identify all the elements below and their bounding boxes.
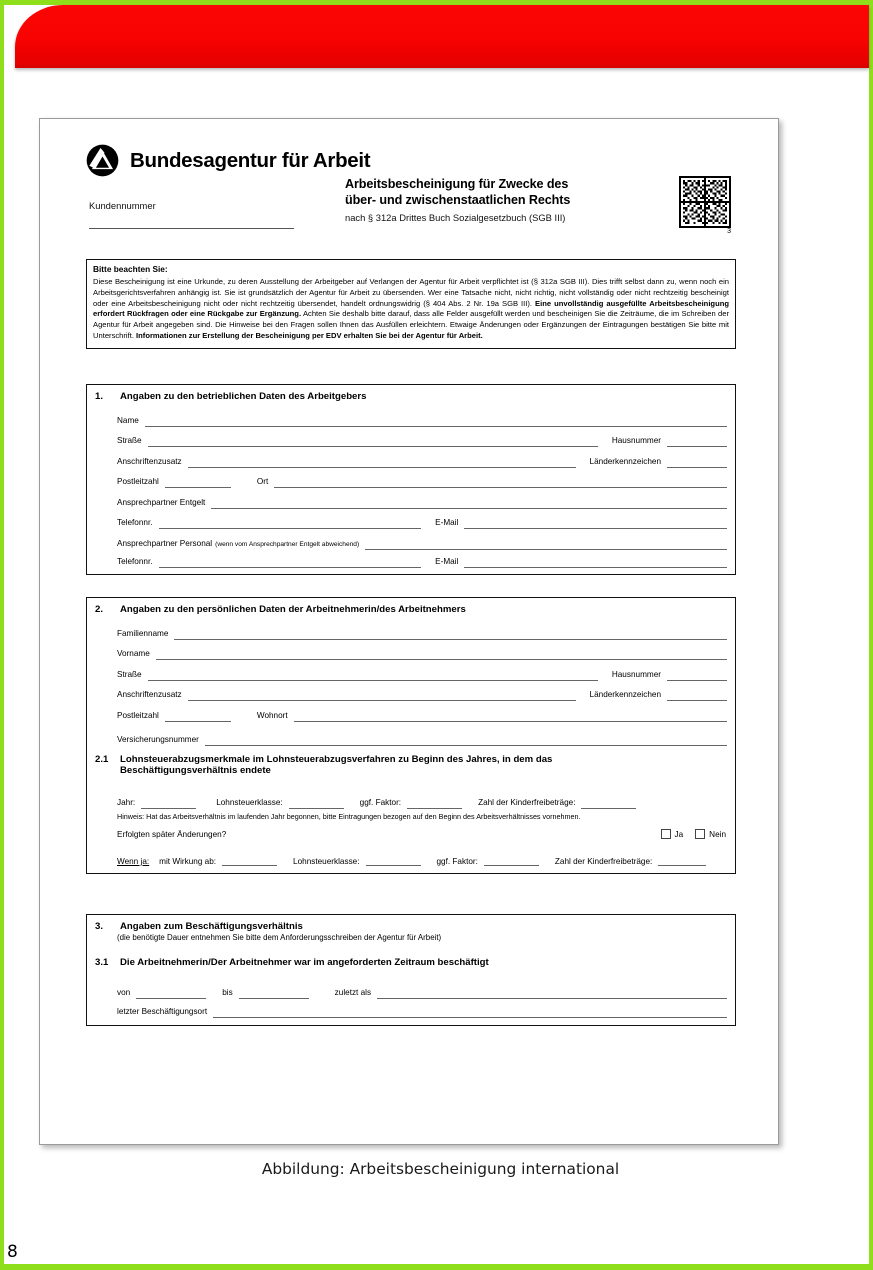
field-row-beschaeftigungsort (87, 999, 735, 1025)
input-jahr[interactable] (141, 808, 196, 809)
document-sheet (39, 118, 779, 1145)
label-ansprechpartner-entgelt: Ansprechpartner Entgelt (117, 497, 206, 507)
input-faktor-2[interactable] (484, 865, 539, 866)
section-3-number: 3. (95, 921, 104, 932)
input-anschriftenzusatz-2[interactable] (188, 700, 576, 701)
field-row-von-bis (87, 978, 735, 999)
label-anschriftenzusatz-2: Anschriftenzusatz (117, 690, 182, 699)
field-row-ansprechpartner-entgelt (87, 488, 735, 509)
input-postleitzahl-2[interactable] (165, 721, 231, 722)
label-anschriftenzusatz: Anschriftenzusatz (117, 456, 182, 466)
checkbox-nein[interactable] (695, 829, 705, 839)
input-ort[interactable] (274, 487, 727, 488)
form-title-block (345, 177, 617, 223)
section-2-1-number: 2.1 (95, 753, 109, 765)
label-ort: Ort (256, 477, 269, 486)
section-3-header (87, 915, 735, 932)
label-ja: Ja (674, 829, 684, 839)
field-row-plz-ort (87, 468, 735, 489)
label-bis: bis (222, 987, 233, 997)
form-title-line1: Arbeitsbescheinigung für Zwecke des (345, 177, 569, 191)
label-telefonnr-2: Telefonnr. (117, 556, 153, 566)
label-laenderkennzeichen-2: Länderkennzeichen (589, 690, 661, 699)
section-1-number: 1. (95, 391, 104, 402)
label-letzter-beschaeftigungsort: letzter Beschäftigungsort (117, 1006, 208, 1016)
checkbox-ja[interactable] (661, 829, 671, 839)
input-letzter-beschaeftigungsort[interactable] (213, 1017, 727, 1018)
section-2-1-heading-line1: Lohnsteuerabzugsmerkmale im Lohnsteuerabzugsverfahren zu Beginn des Jahres, in dem das (120, 753, 553, 765)
input-strasse-2[interactable] (148, 680, 598, 681)
aenderungen-row (87, 823, 735, 845)
field-row-name (87, 406, 735, 427)
notice-p2: Achten Sie deshalb bitte darauf, dass alle Felder ausgefüllt werden und bescheinigen Sie die Zeiträume, die im Schreiben der Agentur für Arbeit angegeben sind. Die Hinweise bei den Fragen sollen Ihnen das Ausfüllen erleichtern. Etwaige Änderungen oder Ergänzungen der Eintragungen bestätigen Sie bitte mit Unterschrift. (93, 309, 729, 340)
section-3-1-header (87, 945, 735, 970)
input-name[interactable] (145, 426, 727, 427)
label-ansprechpartner-personal: Ansprechpartner Personal (117, 538, 213, 548)
field-row-strasse-2 (87, 660, 735, 681)
label-kinderfreibetraege-2: Zahl der Kinderfreibeträge: (554, 857, 653, 866)
page-number: 8 (7, 1242, 18, 1262)
label-strasse: Straße (117, 436, 142, 445)
form-subtitle: nach § 312a Drittes Buch Sozialgesetzbuch (SGB III) (345, 211, 566, 223)
input-hausnummer[interactable] (667, 446, 727, 447)
section-3-heading: Angaben zum Beschäftigungsverhältnis (120, 921, 303, 932)
section-1-heading: Angaben zu den betrieblichen Daten des Arbeitgebers (120, 391, 367, 402)
input-email-1[interactable] (464, 528, 727, 529)
field-row-anschriftenzusatz (87, 447, 735, 468)
kundennummer-label: Kundennummer (89, 200, 156, 211)
section-3-note: (die benötigte Dauer entnehmen Sie bitte dem Anforderungsschreiben der Agentur für Arbeit) (117, 933, 442, 942)
notice-title: Bitte beachten Sie: (93, 264, 168, 274)
label-hausnummer: Hausnummer (611, 436, 661, 445)
label-familienname: Familienname (117, 628, 169, 638)
label-hausnummer-2: Hausnummer (611, 669, 661, 679)
label-vorname: Vorname (117, 649, 150, 658)
notice-b1: Eine unvollständig ausgefüllte Arbeitsbescheinigung erfordert Rückfragen oder eine Rückgabe zur Ergänzung. (93, 298, 729, 319)
input-laenderkennzeichen[interactable] (667, 467, 727, 468)
field-row-strasse (87, 427, 735, 448)
red-banner (15, 5, 869, 68)
label-zuletzt-als: zuletzt als (334, 987, 372, 997)
qr-code-icon (679, 176, 731, 228)
label-jahr: Jahr: (117, 798, 136, 807)
field-row-lohnsteuer-2 (87, 845, 735, 873)
section-3 (86, 914, 736, 1026)
label-faktor-1: ggf. Faktor: (359, 798, 402, 807)
bundesagentur-logo-icon (86, 144, 119, 177)
input-lohnsteuerklasse-1[interactable] (289, 808, 344, 809)
figure-caption: Abbildung: Arbeitsbescheinigung international (261, 1160, 620, 1178)
input-bis[interactable] (239, 998, 309, 999)
section-1 (86, 384, 736, 575)
form-title (345, 177, 617, 209)
section-2-1-heading (120, 754, 552, 776)
input-versicherungsnummer[interactable] (205, 745, 727, 746)
label-strasse-2: Straße (117, 669, 142, 679)
input-lohnsteuerklasse-2[interactable] (366, 865, 421, 866)
label-mit-wirkung-ab: mit Wirkung ab: (159, 857, 217, 866)
label-ansprechpartner-personal-note: (wenn vom Ansprechpartner Entgelt abweichend) (215, 540, 360, 548)
section-2-header (87, 598, 735, 619)
field-row-telefon-email-2 (87, 550, 735, 574)
section-3-1-number: 3.1 (95, 957, 109, 968)
section-3-1-heading: Die Arbeitnehmerin/Der Arbeitnehmer war im angeforderten Zeitraum beschäftigt (120, 957, 489, 968)
input-familienname[interactable] (174, 639, 727, 640)
input-strasse[interactable] (148, 446, 598, 447)
label-kinderfreibetraege-1: Zahl der Kinderfreibeträge: (478, 798, 576, 807)
label-versicherungsnummer: Versicherungsnummer (117, 734, 199, 744)
label-nein: Nein (709, 829, 726, 839)
label-lohnsteuerklasse-2: Lohnsteuerklasse: (293, 857, 360, 866)
label-postleitzahl: Postleitzahl (117, 477, 159, 486)
input-telefonnr-1[interactable] (159, 528, 422, 529)
field-row-telefon-email-1 (87, 509, 735, 530)
section-1-header (87, 385, 735, 406)
input-kinderfreibetraege-2[interactable] (658, 865, 706, 866)
input-zuletzt-als[interactable] (377, 998, 727, 999)
field-row-anschriftenzusatz-2 (87, 681, 735, 702)
notice-body (93, 277, 729, 342)
label-von: von (117, 987, 131, 997)
notice-b2: Informationen zur Erstellung der Bescheinigung per EDV erhalten Sie bei der Agentur für Arbeit. (136, 330, 483, 340)
section-2-heading: Angaben zu den persönlichen Daten der Arbeitnehmerin/des Arbeitnehmers (120, 604, 466, 615)
section-2-1-heading-line2: Beschäftigungsverhältnis endete (120, 764, 271, 776)
field-row-familienname (87, 619, 735, 640)
field-row-plz-wohnort (87, 701, 735, 722)
input-von[interactable] (136, 998, 206, 999)
brand-name: Bundesagentur für Arbeit (130, 148, 371, 172)
input-hausnummer-2[interactable] (667, 680, 727, 681)
label-wohnort: Wohnort (256, 710, 288, 720)
input-laenderkennzeichen-2[interactable] (667, 700, 727, 701)
input-email-2[interactable] (464, 567, 727, 568)
section-2-number: 2. (95, 604, 104, 615)
form-title-line2: über- und zwischenstaatlichen Rechts (345, 192, 571, 207)
kundennummer-input[interactable] (89, 228, 294, 229)
label-email-1: E-Mail (435, 518, 459, 527)
input-telefonnr-2[interactable] (159, 567, 422, 568)
hinweis-text: Hinweis: Hat das Arbeitsverhältnis im laufenden Jahr begonnen, bitte Eintragungen bezogen auf den Beginn des Arbeitsverhältnisses vornehmen. (117, 812, 581, 821)
label-lohnsteuerklasse-1: Lohnsteuerklasse: (216, 798, 283, 807)
kundennummer-block (89, 200, 299, 229)
input-postleitzahl[interactable] (165, 487, 231, 488)
qr-number: 3 (727, 228, 731, 235)
field-row-lohnsteuer-1 (87, 789, 735, 810)
field-row-vorname (87, 640, 735, 661)
brand-row (86, 144, 736, 177)
field-row-versicherungsnummer (87, 722, 735, 746)
field-row-ansprechpartner-personal (87, 529, 735, 550)
qr-code-block (679, 176, 731, 235)
label-telefonnr-1: Telefonnr. (117, 518, 153, 527)
label-aenderungen-frage: Erfolgten später Änderungen? (117, 829, 227, 839)
label-postleitzahl-2: Postleitzahl (117, 710, 159, 720)
label-name: Name (117, 415, 139, 425)
input-faktor-1[interactable] (407, 808, 462, 809)
section-2-1-header (87, 746, 735, 776)
notice-box (86, 259, 736, 349)
section-2 (86, 597, 736, 874)
input-wohnort[interactable] (294, 721, 727, 722)
input-ansprechpartner-entgelt[interactable] (211, 508, 727, 509)
label-faktor-2: ggf. Faktor: (436, 857, 478, 866)
label-email-2: E-Mail (435, 556, 459, 566)
input-kinderfreibetraege-1[interactable] (581, 808, 636, 809)
input-anschriftenzusatz[interactable] (188, 467, 576, 468)
label-wenn-ja: Wenn ja: (117, 857, 150, 866)
input-vorname[interactable] (156, 659, 727, 660)
label-laenderkennzeichen: Länderkennzeichen (589, 456, 661, 466)
input-ansprechpartner-personal[interactable] (365, 549, 727, 550)
notice-p1: Diese Bescheinigung ist eine Urkunde, zu deren Ausstellung der Arbeitgeber auf Verlangen der Agentur für Arbeit verpflichtet ist (§ 312a SGB III). Dies trifft selbst dann zu, wenn noch ein Arbeitsgerichtsverfahren anhängig ist. Sie ist grundsätzlich der Agentur für Arbeit zu übersenden. Wer eine Tatsache nicht, nicht richtig, nicht vollständig oder nicht rechtzeitig bescheinigt oder eine Arbeitsbescheinigung nicht oder nicht rechtzeitig übersendet, handelt ordnungswidrig (§ 404 Abs. 2 Nr. 19a SGB III). (93, 277, 729, 308)
input-mit-wirkung-ab[interactable] (222, 865, 277, 866)
